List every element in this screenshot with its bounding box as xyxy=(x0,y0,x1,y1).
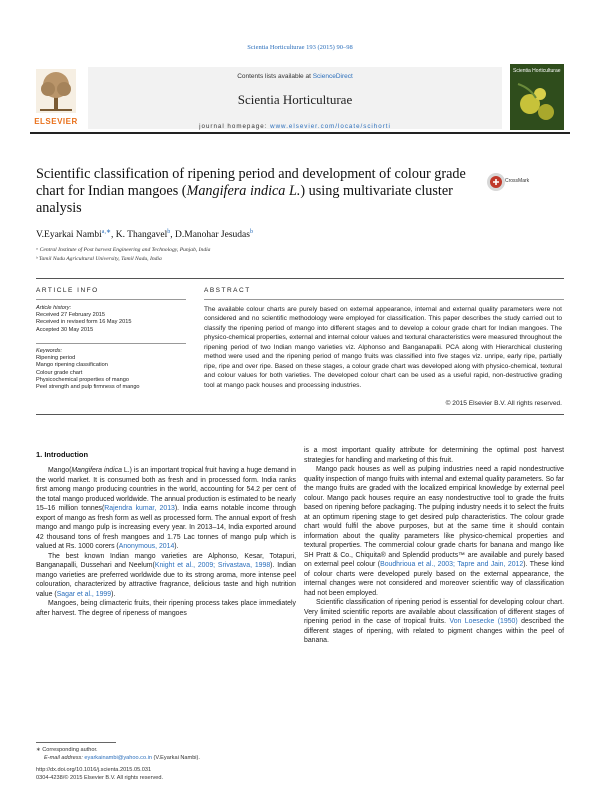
email-link[interactable]: eyarkainambi@yahoo.co.in xyxy=(84,755,152,761)
homepage-link[interactable]: www.elsevier.com/locate/scihorti xyxy=(270,123,391,130)
contents-line xyxy=(88,73,502,80)
text-run: described the different stages of ripening, with related to pigment changes within the peel of banana. xyxy=(304,618,564,644)
author-name[interactable]: D.Manohar Jesudas xyxy=(175,230,250,241)
citation-link[interactable]: Sagar et al., 1999 xyxy=(56,590,112,598)
author-sup: b xyxy=(167,229,171,235)
citation-link[interactable]: Rajendra kumar, 2013 xyxy=(104,505,175,512)
text-run: L.) is an important tropical fruit having a huge demand in the world market. It is consumed both as fresh and in processed form. India ranks first among mango producing countries in the world, accounting for 54.2 per cent of the total mango produced worldwide. The annual production is estimated to be nearly 15–16 million tonnes( xyxy=(36,467,296,512)
text-run: ). xyxy=(111,590,116,598)
divider xyxy=(36,278,564,279)
text-run: ). xyxy=(174,543,179,550)
paragraph xyxy=(36,552,296,600)
cover-title: Scientia Horticulturae xyxy=(513,68,561,74)
journal-title: Scientia Horticulturae xyxy=(237,92,353,107)
doi-link[interactable]: http://dx.doi.org/10.1016/j.scienta.2015.05.031 xyxy=(36,767,152,773)
keyword: Ripening period xyxy=(36,355,76,362)
article-info-heading: ARTICLE INFO xyxy=(36,287,99,294)
keyword: Colour grade chart xyxy=(36,369,83,376)
abstract-copyright: © 2015 Elsevier B.V. All rights reserved. xyxy=(445,400,562,407)
intro-column-left xyxy=(36,466,296,618)
journal-homepage xyxy=(88,123,502,130)
crossmark-icon[interactable] xyxy=(486,172,506,192)
keywords-label: Keywords: xyxy=(36,348,63,354)
elsevier-tree-icon xyxy=(36,69,76,113)
history-item: Received 27 February 2015 xyxy=(36,312,106,319)
author-sup: a,∗ xyxy=(101,229,111,235)
section-rule xyxy=(204,299,564,300)
section-rule xyxy=(36,343,186,344)
paragraph xyxy=(36,466,296,552)
email-suffix: (V.Eyarkai Nambi). xyxy=(151,755,200,761)
author-sup: b xyxy=(249,229,253,235)
paragraph xyxy=(304,465,564,598)
journal-cover-image xyxy=(510,64,564,130)
email-note xyxy=(44,755,200,761)
article-history xyxy=(36,305,196,334)
journal-banner xyxy=(88,67,502,129)
article-title xyxy=(36,166,476,217)
abstract-text: The available colour charts are purely based on external appearance, internal and external quality parameters were not considered and no scientific methodology were employed for classification. This paper describes the study carried out to classify the ripening period of mango into different stages and to develop a colour grade chart for Indian mangoes. The physico-chemical properties, external and internal colour values and textural characteristics were measured throughout the ripening period of two Indian mango varieties viz. Alphonso and Banganapalli. PCA along with Hierarchical clustering method were used and the ripening period of mango fruits was classified into five stages viz. unripe, early ripe, partially ripe, ripe and over ripe. Based on these stages, a colour grade chart was developed along with physico-chemical, textural and colour values for both varieties. The developed colour chart can be used as a useful rapid, non-destructive grading tool at mango pack houses and processing industries. xyxy=(204,306,562,389)
text-run: ). Indian mango varieties are preferred worldwide due to its strong aroma, more intense peel colouration, characterized by attractive fragrance, delicious taste and high nutrition value ( xyxy=(36,562,296,598)
section-rule xyxy=(36,299,186,300)
text-run: Mango( xyxy=(48,467,72,474)
title-part: ) using multivariate cluster analysis xyxy=(36,183,453,216)
text-run: Scientific classification of ripening period is essential for developing colour chart. Very limited scientific reports are available about classification of different stages of ripening period in the case of tropical fruits. xyxy=(304,599,564,625)
affiliation: ᵃ Central Institute of Post harvest Engineering and Technology, Punjab, India xyxy=(36,247,211,253)
title-part: Scientific classification of ripening period and development of colour grade chart for Indian mangoes ( xyxy=(36,166,466,199)
keyword: Physicochemical properties of mango xyxy=(36,376,129,383)
history-item: Accepted 30 May 2015 xyxy=(36,326,94,333)
affiliation: ᵇ Tamil Nadu Agricultural University, Tamil Nadu, India xyxy=(36,256,162,262)
divider xyxy=(36,414,564,415)
text-run: Mango pack houses as well as pulping industries need a rapid nondestructive quality inspection of mango fruits with internal and external quality parameters. So far the mango fruits are graded with the localized empirical knowledge by external peel colour. Mango pack houses require an easy nondestructive tool to grade the fruits based on ripening before packaging. The pulping industry needs it to select the fruits at an optimum ripening stage to get desired pulp characteristics. The colour grade chart would fulfil the above purposes, but at the same time it should contain information about the quality parameters like physico-chemical properties and textural properties. The commercial colour grade charts for banana and mango like SH Pratt & Co., Chiquita® and Splendid products™ are available and purely based on external peel colour ( xyxy=(304,466,564,568)
history-label: Article history: xyxy=(36,305,72,311)
author-name[interactable]: K. Thangavel xyxy=(115,230,168,241)
contents-prefix: Contents lists available at xyxy=(237,73,313,80)
history-item: Received in revised form 16 May 2015 xyxy=(36,319,132,326)
journal-citation: Scientia Horticulturae 193 (2015) 90–98 xyxy=(247,44,353,51)
elsevier-logo xyxy=(30,67,82,129)
keyword: Peel strength and pulp firmness of mango xyxy=(36,384,140,391)
sciencedirect-link[interactable]: ScienceDirect xyxy=(312,73,353,80)
text-run: The best known Indian mango varieties are Alphonso, Kesar, Totapuri, Banganapalli, Dussehari and Neelum( xyxy=(36,552,296,569)
homepage-prefix: journal homepage: xyxy=(199,123,271,130)
paragraph xyxy=(36,599,296,618)
header-rule xyxy=(30,132,570,134)
title-species: Mangifera indica L. xyxy=(186,183,301,199)
footnote-rule xyxy=(36,742,116,743)
citation-link[interactable]: Von Loesecke (1950) xyxy=(449,618,518,625)
abstract-heading: ABSTRACT xyxy=(204,287,251,294)
intro-column-right xyxy=(304,446,564,646)
paragraph xyxy=(304,598,564,646)
section-heading: 1. Introduction xyxy=(36,450,89,459)
text-run: Mangifera indica xyxy=(71,467,122,474)
issn-line: 0304-4238/© 2015 Elsevier B.V. All rights reserved. xyxy=(36,775,164,781)
paragraph xyxy=(304,446,564,465)
keyword: Mango ripening classification xyxy=(36,362,108,369)
publisher-name: ELSEVIER xyxy=(34,117,78,126)
crossmark-label: CrossMark xyxy=(505,178,530,184)
author-name[interactable]: V.Eyarkai Nambi xyxy=(36,230,102,241)
email-label: E-mail address: xyxy=(44,755,85,761)
citation-link[interactable]: Boudhrioua et al., 2003; Tapre and Jain, 2012 xyxy=(380,561,524,568)
keyword-list xyxy=(36,348,196,391)
text-run: Mangoes, being climacteric fruits, their ripening process takes place immediately after harvest. The degree of ripeness of mangoes xyxy=(36,600,296,617)
corresponding-author-note: ∗ Corresponding author. xyxy=(36,747,98,753)
citation-link[interactable]: Knight et al., 2009; Srivastava, 1998 xyxy=(154,562,271,569)
text-run: is a most important quality attribute for determining the optimal post harvest strategies for handling and marketing of this fruit. xyxy=(304,447,564,464)
citation-link[interactable]: Anonymous, 2014 xyxy=(118,543,175,550)
text-run: ). These kind of colour charts were developed purely based on the external appearance, the internal changes were not considered and moreover scientific way of classification had not been employed. xyxy=(304,561,564,597)
text-run: ). India earns notable income through export of mango as fresh form as well as processed form. The annual export of fresh mango and mango pulp is increasing every year. In 2013–14, India exported around 42 thousand tons of fresh mangoes and 1.75 Lac tonnes of mango pulp which is valued at Rs. 1000 corers ( xyxy=(36,505,296,550)
author-list: V.Eyarkai Nambi$^{a,∗}$, K. Thangavel$^b$, D.Manohar Jesudas$^b$ xyxy=(36,229,253,241)
